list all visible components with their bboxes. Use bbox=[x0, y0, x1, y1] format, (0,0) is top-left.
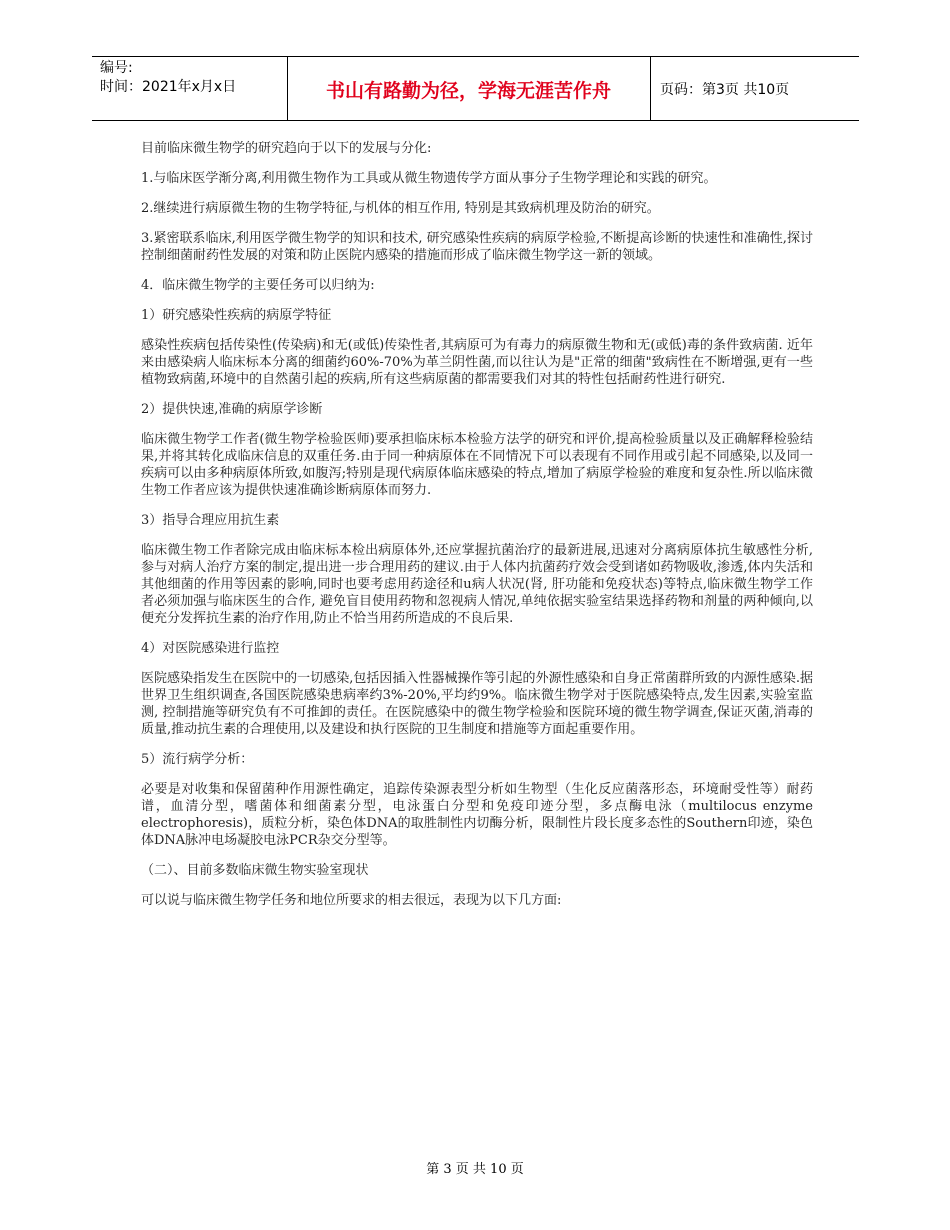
subsection-heading: 4）对医院感染进行监控 bbox=[141, 641, 280, 656]
paragraph: 3.紧密联系临床,利用医学微生物学的知识和技术, 研究感染性疾病的病原学检验,不断提高诊断的快速性和准确性,探讨控制细菌耐药性发展的对策和防止医院内感染的措施而形成了临床微生物学这一新的领域。 bbox=[141, 231, 813, 263]
paragraph: 临床微生物学工作者(微生物学检验医师)要承担临床标本检验方法学的研究和评价,提高检验质量以及正确解释检验结果,并将其转化成临床信息的双重任务.由于同一种病原体在不同情况下可以表现有不同作用或引起不同感染,以及同一疾病可以由多种病原体所致,如腹泻;特别是现代病原体临床感染的特点,增加了病原学检验的难度和复杂性.所以临床微生物工作者应该为提供快速准确诊断病原体而努力. bbox=[141, 432, 813, 498]
header-page-number: 页码：第3页 共10页 bbox=[660, 82, 790, 98]
paragraph: 感染性疾病包括传染性(传染病)和无(或低)传染性者,其病原可为有毒力的病原微生物和无(或低)毒的条件致病菌. 近年来由感染病人临床标本分离的细菌约60%-70%为革兰阴性菌,而以往认为是"正常的细菌"致病性在不断增强,更有一些植物致病菌,环境中的自然菌引起的疾病,所有这些病原菌的都需要我们对其的特性包括耐药性进行研究. bbox=[141, 338, 813, 387]
header-top-rule bbox=[92, 56, 859, 57]
paragraph: 可以说与临床微生物学任务和地位所要求的相去很远，表现为以下几方面: bbox=[141, 893, 562, 908]
header-info bbox=[100, 59, 236, 97]
paragraph: 2.继续进行病原微生物的生物学特征,与机体的相互作用, 特别是其致病机理及防治的研究。 bbox=[141, 201, 660, 216]
subsection-heading: 5）流行病学分析： bbox=[141, 752, 254, 767]
header-bottom-rule bbox=[92, 120, 859, 121]
paragraph: 1.与临床医学渐分离,利用微生物作为工具或从微生物遗传学方面从事分子生物学理论和实践的研究。 bbox=[141, 171, 717, 186]
section-heading: （二）、目前多数临床微生物实验室现状 bbox=[141, 863, 369, 878]
subsection-heading: 3）指导合理应用抗生素 bbox=[141, 513, 280, 528]
paragraph: 目前临床微生物学的研究趋向于以下的发展与分化: bbox=[141, 141, 432, 156]
section-heading: 4．临床微生物学的主要任务可以归纳为: bbox=[141, 278, 375, 293]
document-body bbox=[141, 140, 813, 922]
subsection-heading: 2）提供快速,准确的病原学诊断 bbox=[141, 402, 323, 417]
page-footer: 第 3 页 共 10 页 bbox=[426, 1162, 524, 1177]
paragraph: 必要是对收集和保留菌种作用源性确定，追踪传染源表型分析如生物型（生化反应菌落形态，环境耐受性等）耐药谱，血清分型，嗜菌体和细菌素分型，电泳蛋白分型和免疫印迹分型，多点酶电泳（multilocus enzyme electrophoresis)，质粒分析，染色体DNA的取胜制性内切酶分析，限制性片段长度多态性的Southern印迹，染色体DNA脉冲电场凝胶电泳PCR杂交分型等。 bbox=[141, 782, 813, 848]
serial-number-label: 编号: bbox=[100, 60, 133, 76]
paragraph: 临床微生物工作者除完成由临床标本检出病原体外,还应掌握抗菌治疗的最新进展,迅速对分离病原体抗生敏感性分析,参与对病人治疗方案的制定,提出进一步合理用药的建议.由于人体内抗菌药疗效会受到诸如药物吸收,渗透,体内失活和其他细菌的作用等因素的影响,同时也要考虑用药途径和u病人状况(肾, 肝功能和免疫状态)等特点,临床微生物学工作者必须加强与临床医生的合作, 避免盲目使用药物和忽视病人情况,单纯依据实验室结果选择药物和剂量的两种倾向,以便充分发挥抗生素的治疗作用,防止不恰当用药所造成的不良后果. bbox=[141, 543, 813, 626]
header-divider-right bbox=[650, 56, 651, 121]
header-motto: 书山有路勤为径，学海无涯苦作舟 bbox=[325, 80, 611, 102]
time-label: 时间：2021年x月x日 bbox=[100, 79, 237, 95]
paragraph: 医院感染指发生在医院中的一切感染,包括因插入性器械操作等引起的外源性感染和自身正常菌群所致的内源性感染.据世界卫生组织调查,各国医院感染患病率约3%-20%,平均约9%。临床微生物学对于医院感染特点,发生因素,实验室监测, 控制措施等研究负有不可推卸的责任。在医院感染中的微生物学检验和医院环境的微生物学调查,保证灭菌,消毒的质量,推动抗生素的合理使用,以及建设和执行医院的卫生制度和措施等方面起重要作用。 bbox=[141, 671, 813, 737]
subsection-heading: 1）研究感染性疾病的病原学特征 bbox=[141, 308, 332, 323]
